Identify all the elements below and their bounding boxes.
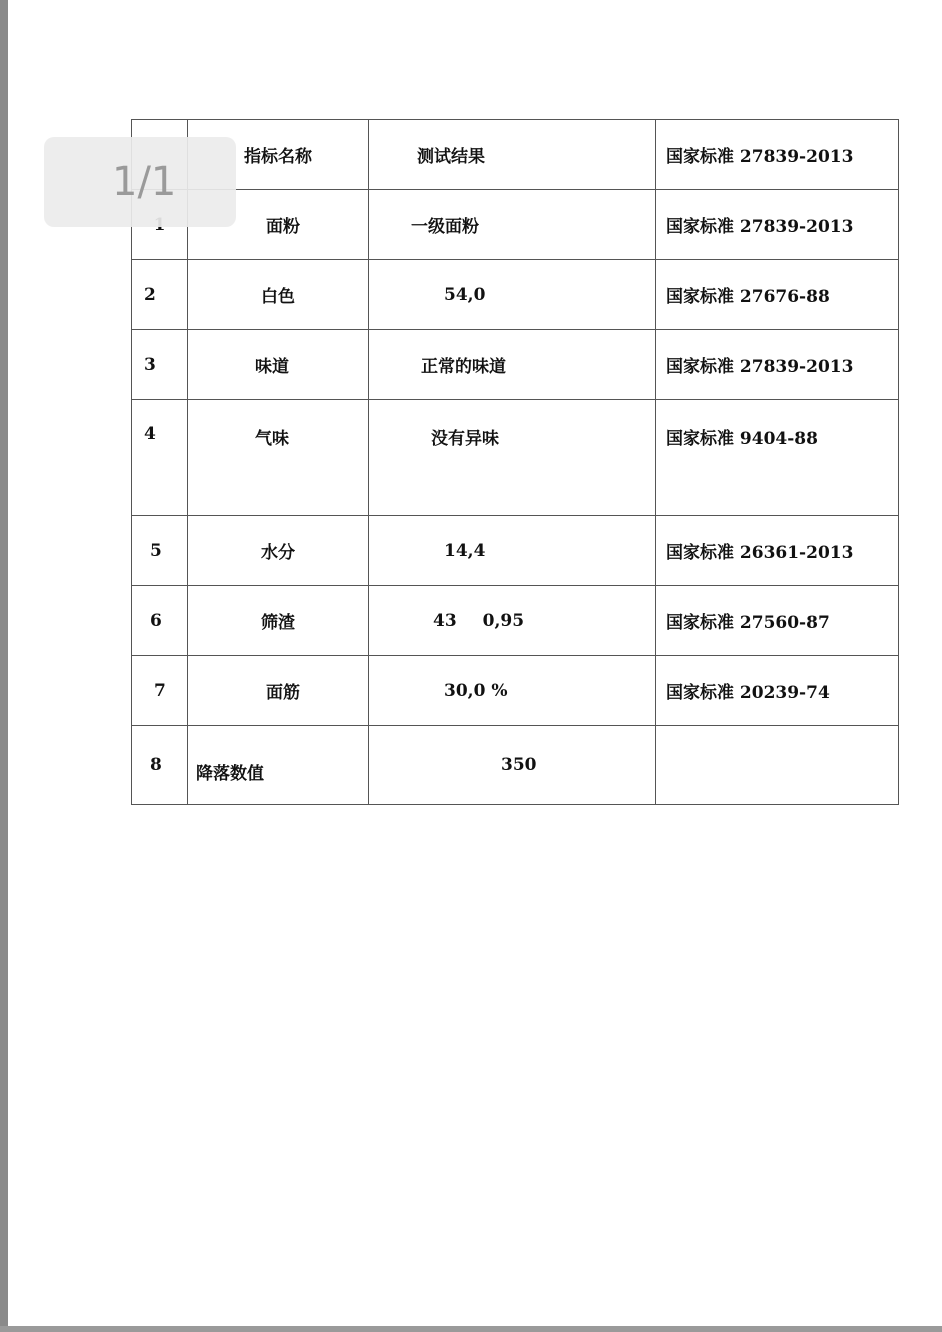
row-name-cell: 味道 bbox=[188, 330, 369, 400]
row-standard-cell: 国家标准 27839-2013 bbox=[656, 190, 899, 260]
table-header-row bbox=[132, 120, 899, 190]
row-no-cell: 8 bbox=[132, 726, 188, 805]
viewer-bottom-edge bbox=[0, 1326, 942, 1332]
row-standard-cell: 国家标准 26361-2013 bbox=[656, 516, 899, 586]
row-name-cell: 降落数值 bbox=[188, 726, 369, 805]
table-row bbox=[132, 260, 899, 330]
header-name-cell: 指标名称 bbox=[188, 120, 369, 190]
table-row bbox=[132, 330, 899, 400]
viewer-left-edge bbox=[0, 0, 8, 1332]
row-result-cell: 一级面粉 bbox=[369, 190, 656, 260]
row-name-cell: 气味 bbox=[188, 400, 369, 516]
table-row bbox=[132, 516, 899, 586]
row-name-cell: 筛渣 bbox=[188, 586, 369, 656]
row-result-cell: 14,4 bbox=[369, 516, 656, 586]
table-row bbox=[132, 190, 899, 260]
page-indicator-badge: 1/1 bbox=[44, 137, 236, 227]
row-name-cell: 面粉 bbox=[188, 190, 369, 260]
table-row bbox=[132, 586, 899, 656]
row-no-cell: 4 bbox=[132, 400, 188, 516]
row-name-cell: 水分 bbox=[188, 516, 369, 586]
row-no-cell: 3 bbox=[132, 330, 188, 400]
row-standard-cell: 国家标准 27676-88 bbox=[656, 260, 899, 330]
row-standard-cell: 国家标准 20239-74 bbox=[656, 656, 899, 726]
row-result-cell bbox=[369, 586, 656, 656]
row-name-cell: 白色 bbox=[188, 260, 369, 330]
row-result-cell: 30,0 % bbox=[369, 656, 656, 726]
row-result-cell: 正常的味道 bbox=[369, 330, 656, 400]
row-no-cell: 5 bbox=[132, 516, 188, 586]
row-result-cell: 54,0 bbox=[369, 260, 656, 330]
header-result-cell: 测试结果 bbox=[369, 120, 656, 190]
row-standard-cell: 国家标准 9404-88 bbox=[656, 400, 899, 516]
row-result-cell: 350 bbox=[369, 726, 656, 805]
header-standard-cell: 国家标准 27839-2013 bbox=[656, 120, 899, 190]
row-result-value-b: 0,95 bbox=[482, 610, 525, 631]
row-no-cell: 7 bbox=[132, 656, 188, 726]
table-row bbox=[132, 656, 899, 726]
row-result-value-a: 43 bbox=[433, 610, 457, 631]
row-no-cell: 6 bbox=[132, 586, 188, 656]
row-standard-cell: 国家标准 27560-87 bbox=[656, 586, 899, 656]
row-result-cell: 没有异味 bbox=[369, 400, 656, 516]
table-row bbox=[132, 726, 899, 805]
row-no-cell: 2 bbox=[132, 260, 188, 330]
row-standard-cell bbox=[656, 726, 899, 805]
test-results-table bbox=[131, 119, 899, 805]
row-standard-cell: 国家标准 27839-2013 bbox=[656, 330, 899, 400]
table-row bbox=[132, 400, 899, 516]
row-name-cell: 面筋 bbox=[188, 656, 369, 726]
